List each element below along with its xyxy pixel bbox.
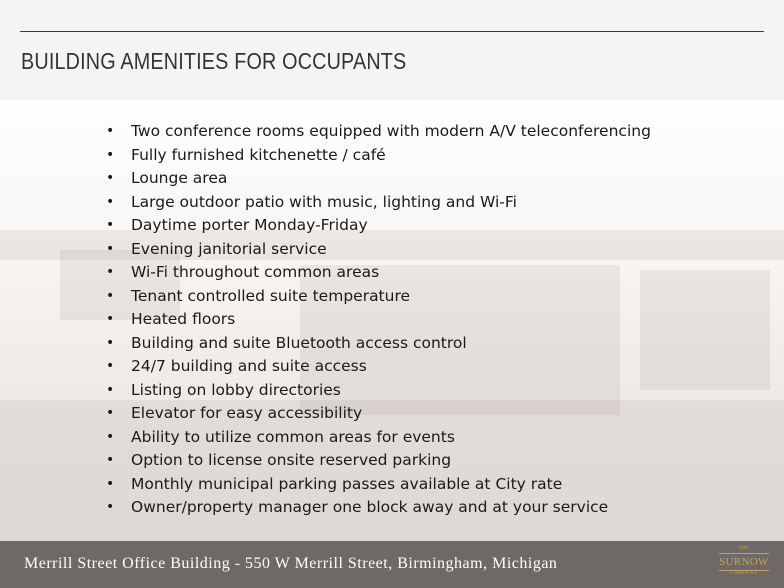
bullet-icon: • (106, 217, 115, 233)
bullet-icon: • (106, 287, 115, 304)
top-divider (20, 31, 764, 32)
amenity-item (106, 120, 651, 144)
amenity-item (106, 191, 651, 215)
amenity-item (106, 449, 651, 473)
amenity-item (106, 308, 651, 332)
amenity-item (106, 285, 651, 309)
amenity-item (106, 238, 651, 262)
amenity-text: Large outdoor patio with music, lighting and Wi-Fi (131, 192, 517, 211)
amenity-item (106, 167, 651, 191)
amenity-text: Heated floors (131, 310, 236, 328)
bullet-icon: • (106, 499, 115, 515)
amenity-item (106, 332, 651, 356)
bullet-icon: • (106, 146, 115, 163)
amenity-item (106, 144, 651, 168)
amenity-text: Building and suite Bluetooth access control (131, 333, 467, 352)
amenity-item (106, 402, 651, 426)
bullet-icon: • (106, 311, 115, 327)
amenity-text: Monthly municipal parking passes available at City rate (131, 474, 563, 493)
amenity-item (106, 473, 651, 497)
bullet-icon: • (106, 405, 115, 421)
amenity-text: Two conference rooms equipped with modern A/V teleconferencing (131, 122, 651, 140)
amenity-item (106, 355, 651, 379)
amenity-item (106, 261, 651, 285)
amenity-text: Fully furnished kitchenette / café (131, 145, 386, 164)
bullet-icon: • (106, 334, 115, 351)
amenities-list (106, 120, 651, 520)
bullet-icon: • (106, 264, 115, 280)
amenity-item (106, 426, 651, 450)
amenity-item (106, 379, 651, 403)
slide-title: BUILDING AMENITIES FOR OCCUPANTS (21, 48, 407, 74)
surnow-company-logo: THE SURNOW COMPANY (719, 546, 769, 576)
bullet-icon: • (106, 358, 115, 374)
bullet-icon: • (106, 452, 115, 468)
bullet-icon: • (106, 193, 115, 210)
amenity-text: 24/7 building and suite access (131, 357, 367, 375)
bullet-icon: • (106, 170, 115, 186)
amenity-text: Lounge area (131, 169, 228, 187)
bullet-icon: • (106, 428, 115, 445)
amenity-text: Listing on lobby directories (131, 380, 341, 399)
footer-bar (0, 541, 784, 588)
amenity-text: Daytime porter Monday-Friday (131, 216, 368, 234)
amenity-text: Wi-Fi throughout common areas (131, 263, 380, 281)
amenity-item (106, 214, 651, 238)
amenity-text: Elevator for easy accessibility (131, 404, 363, 422)
amenity-text: Ability to utilize common areas for events (131, 427, 455, 446)
bullet-icon: • (106, 381, 115, 398)
bullet-icon: • (106, 475, 115, 492)
amenity-text: Tenant controlled suite temperature (131, 286, 411, 305)
amenity-text: Option to license onsite reserved parking (131, 451, 452, 469)
amenity-text: Owner/property manager one block away and at your service (131, 498, 609, 516)
bullet-icon: • (106, 123, 115, 139)
amenity-item (106, 496, 651, 520)
amenity-text: Evening janitorial service (131, 239, 327, 258)
footer-address: Merrill Street Office Building - 550 W Merrill Street, Birmingham, Michigan (24, 555, 558, 572)
bullet-icon: • (106, 240, 115, 257)
